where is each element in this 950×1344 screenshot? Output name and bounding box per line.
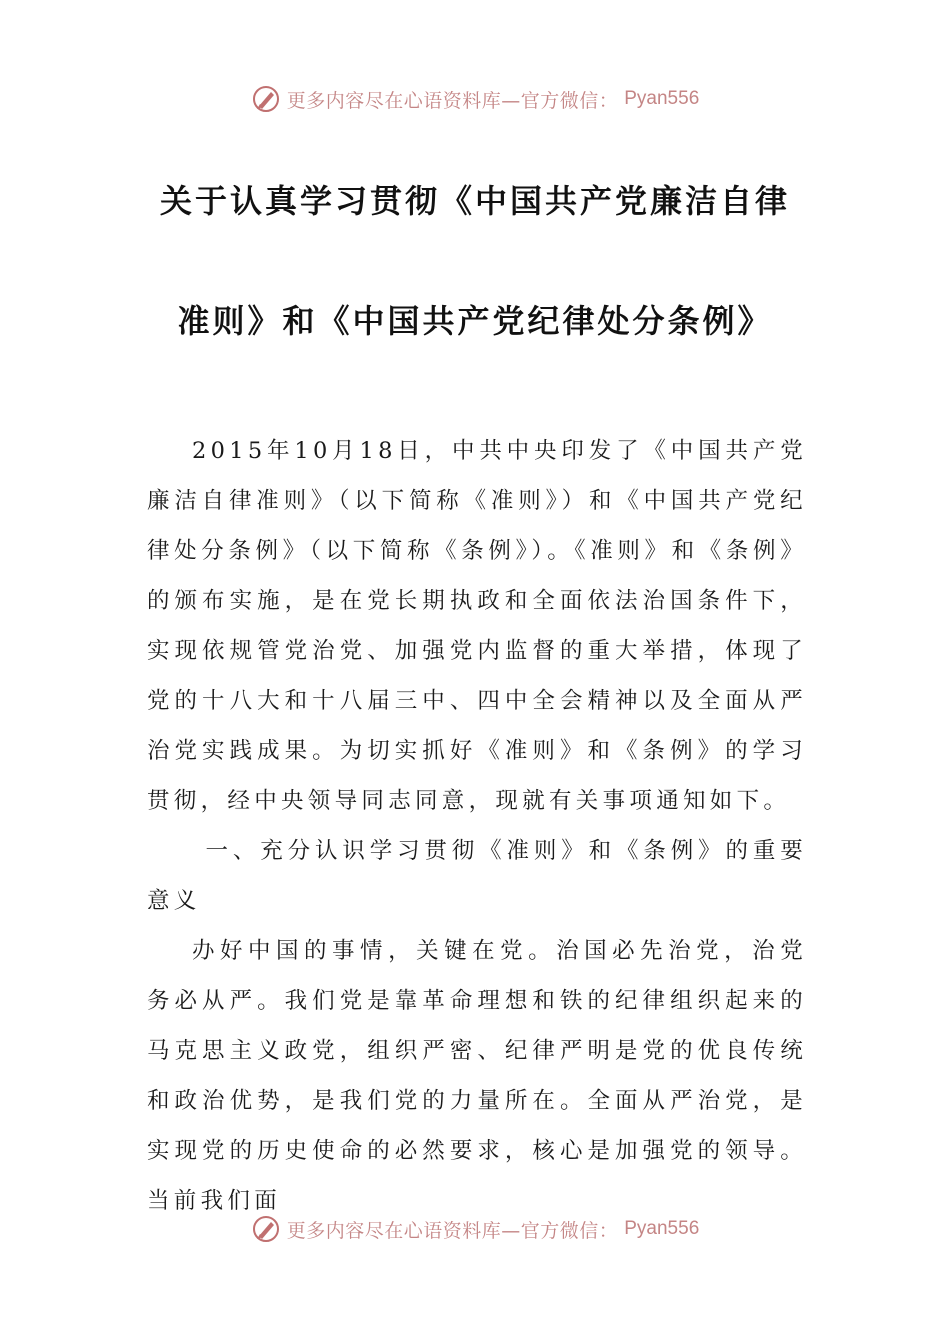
pen-logo-icon [251,84,281,114]
paragraph-2: 办好中国的事情，关键在党。治国必先治党，治党务必从严。我们党是靠革命理想和铁的纪律组织起来的马克思主义政党，组织严密、纪律严明是党的优良传统和政治优势，是我们党的力量所在。全面从严治党，是实现党的历史使命的必然要求，核心是加强党的领导。当前我们面 [147,938,807,1214]
paragraph-1: 2015年10月18日，中共中央印发了《中国共产党廉洁自律准则》（以下简称《准则》）和《中国共产党纪律处分条例》（以下简称《条例》）。《准则》和《条例》的颁布实施，是在党长期执政和全面依法治国条件下，实现依规管党治党、加强党内监督的重大举措，体现了党的十八大和十八届三中、四中全会精神以及全面从严治党实践成果。为切实抓好《准则》和《条例》的学习贯彻，经中央领导同志同意，现就有关事项通知如下。 [147,438,807,814]
document-body [147,426,807,1226]
watermark-account: Pyan556 [624,1218,700,1239]
pen-logo-icon [251,1214,281,1244]
watermark-header [0,84,950,114]
watermark-account: Pyan556 [624,88,700,109]
document-title-line-2: 准则》和《中国共产党纪律处分条例》 [177,302,773,340]
section-heading-1: 一、充分认识学习贯彻《准则》和《条例》的重要意义 [147,838,807,914]
watermark-text: 更多内容尽在心语资料库—官方微信： [286,89,619,112]
watermark-footer [0,1214,950,1244]
watermark-text: 更多内容尽在心语资料库—官方微信： [286,1219,619,1242]
document-title-line-1: 关于认真学习贯彻《中国共产党廉洁自律 [159,182,790,220]
